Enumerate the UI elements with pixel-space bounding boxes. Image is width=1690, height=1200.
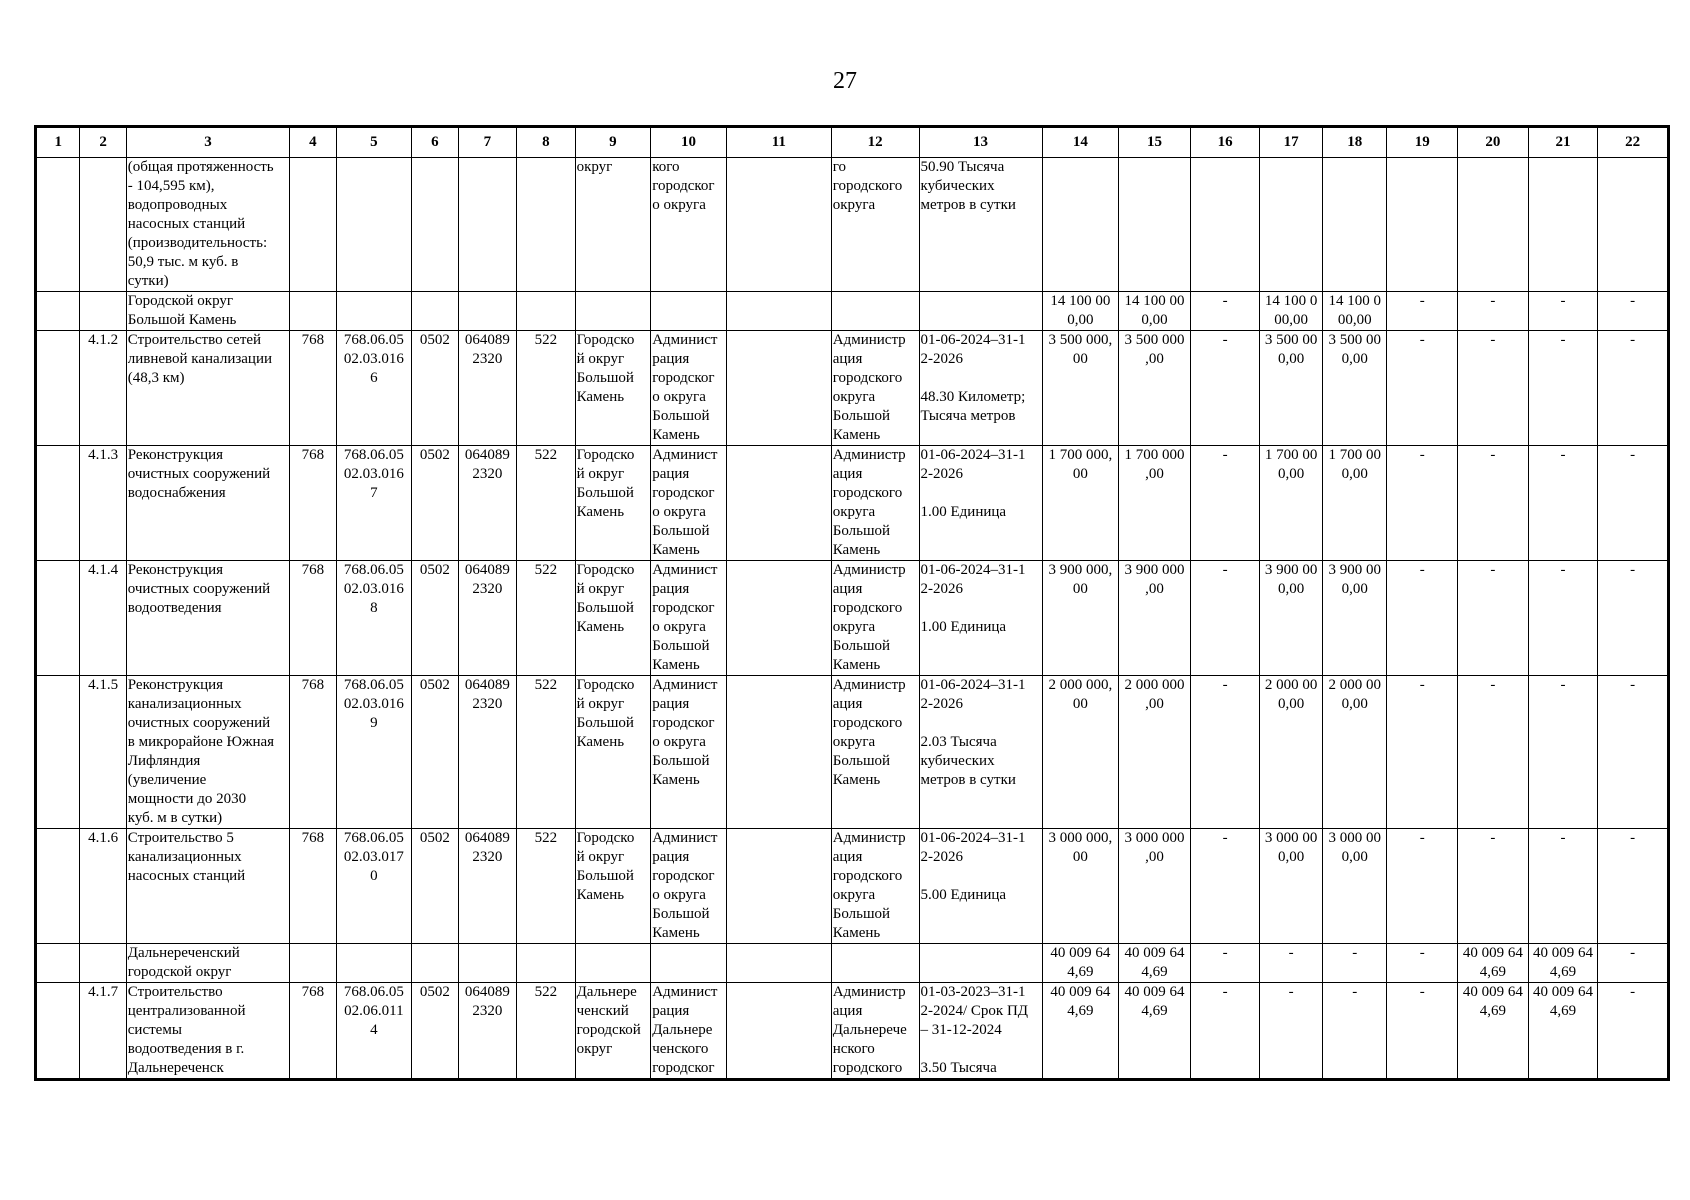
table-cell	[458, 944, 517, 983]
table-cell: 4.1.6	[80, 829, 126, 944]
table-cell: 01-06-2024–31-1 2-2026 1.00 Единица	[919, 561, 1042, 676]
table-cell: 01-03-2023–31-1 2-2024/ Срок ПД – 31-12-2024 3.50 Тысяча	[919, 983, 1042, 1080]
column-header: 9	[575, 127, 651, 158]
table-cell	[1387, 158, 1458, 292]
table-cell: -	[1190, 944, 1260, 983]
table-cell	[1528, 158, 1598, 292]
table-cell: 14 100 00 0,00	[1042, 292, 1119, 331]
table-cell: Городско й округ Большой Камень	[575, 561, 651, 676]
table-cell	[336, 292, 412, 331]
table-cell: 522	[517, 983, 576, 1080]
table-cell: 14 100 0 00,00	[1260, 292, 1323, 331]
data-table	[34, 125, 1670, 1081]
table-cell: 1 700 00 0,00	[1260, 446, 1323, 561]
table-cell: 14 100 00 0,00	[1119, 292, 1191, 331]
table-cell: 0502	[412, 676, 458, 829]
table-cell: 40 009 64 4,69	[1119, 944, 1191, 983]
column-header: 4	[290, 127, 336, 158]
table-cell	[36, 983, 80, 1080]
table-cell: -	[1387, 983, 1458, 1080]
table-cell: -	[1528, 292, 1598, 331]
table-cell: 3 900 000 ,00	[1119, 561, 1191, 676]
table-cell: -	[1458, 331, 1529, 446]
table-cell: Строительство сетей ливневой канализации (48,3 км)	[126, 331, 289, 446]
table-cell	[458, 292, 517, 331]
table-cell	[919, 944, 1042, 983]
table-cell: -	[1458, 829, 1529, 944]
table-cell: го городского округа	[831, 158, 919, 292]
table-cell: 3 000 00 0,00	[1260, 829, 1323, 944]
table-cell: 3 500 00 0,00	[1260, 331, 1323, 446]
table-row	[36, 446, 1669, 561]
table-cell	[726, 331, 831, 446]
table-cell: -	[1598, 446, 1669, 561]
table-cell: Админист рация городског о округа Большой Камень	[651, 561, 727, 676]
table-row	[36, 983, 1669, 1080]
table-cell: 522	[517, 446, 576, 561]
table-cell: 40 009 64 4,69	[1119, 983, 1191, 1080]
table-cell: -	[1528, 829, 1598, 944]
table-cell: 2 000 00 0,00	[1260, 676, 1323, 829]
column-header: 12	[831, 127, 919, 158]
table-cell: 522	[517, 561, 576, 676]
table-cell	[1322, 158, 1387, 292]
table-cell: 064089 2320	[458, 331, 517, 446]
table-cell: 4.1.5	[80, 676, 126, 829]
table-cell: -	[1387, 944, 1458, 983]
table-cell: 0502	[412, 829, 458, 944]
table-cell	[80, 292, 126, 331]
table-cell: -	[1458, 676, 1529, 829]
table-cell: Реконструкция канализационных очистных сооружений в микрорайоне Южная Лифляндия (увеличение мощности до 2030 куб. м в сутки)	[126, 676, 289, 829]
table-cell: Администр ация Дальнерече нского городского	[831, 983, 919, 1080]
table-cell	[831, 944, 919, 983]
table-cell: 522	[517, 829, 576, 944]
table-cell: 01-06-2024–31-1 2-2026 48.30 Километр; Тысяча метров	[919, 331, 1042, 446]
table-cell: (общая протяженность - 104,595 км), водопроводных насосных станций (производительность: 50,9 тыс. м куб. в сутки)	[126, 158, 289, 292]
table-cell: -	[1598, 331, 1669, 446]
table-cell	[575, 292, 651, 331]
table-cell: Администр ация городского округа Большой Камень	[831, 561, 919, 676]
table-cell: 064089 2320	[458, 829, 517, 944]
table-cell	[517, 292, 576, 331]
table-cell: 3 000 00 0,00	[1322, 829, 1387, 944]
table-cell: 768.06.05 02.03.016 6	[336, 331, 412, 446]
column-header: 5	[336, 127, 412, 158]
table-cell	[412, 944, 458, 983]
table-row	[36, 292, 1669, 331]
table-cell	[36, 829, 80, 944]
table-cell: Реконструкция очистных сооружений водоотведения	[126, 561, 289, 676]
table-cell: 4.1.4	[80, 561, 126, 676]
table-cell: -	[1260, 944, 1323, 983]
column-header: 10	[651, 127, 727, 158]
table-cell	[36, 331, 80, 446]
table-cell	[726, 446, 831, 561]
table-cell: 4.1.2	[80, 331, 126, 446]
column-header: 2	[80, 127, 126, 158]
table-cell: 768	[290, 829, 336, 944]
table-row	[36, 676, 1669, 829]
table-cell: Строительство 5 канализационных насосных станций	[126, 829, 289, 944]
table-cell: 768.06.05 02.03.017 0	[336, 829, 412, 944]
table-cell: -	[1458, 446, 1529, 561]
table-cell: 768	[290, 983, 336, 1080]
table-cell	[336, 158, 412, 292]
header-row	[36, 127, 1669, 158]
table-cell: 0502	[412, 331, 458, 446]
table-cell: 40 009 64 4,69	[1458, 944, 1529, 983]
table-cell: -	[1528, 331, 1598, 446]
table-cell: -	[1598, 983, 1669, 1080]
column-header: 22	[1598, 127, 1669, 158]
table-cell: -	[1190, 331, 1260, 446]
table-row	[36, 829, 1669, 944]
table-cell: 522	[517, 676, 576, 829]
column-header: 21	[1528, 127, 1598, 158]
table-cell: Админист рация Дальнере ченского городског	[651, 983, 727, 1080]
table-cell	[80, 158, 126, 292]
table-cell	[290, 292, 336, 331]
table-cell: 0502	[412, 983, 458, 1080]
table-cell: 40 009 64 4,69	[1458, 983, 1529, 1080]
table-cell: 0502	[412, 446, 458, 561]
table-cell: Админист рация городског о округа Большой Камень	[651, 331, 727, 446]
table-cell: 50.90 Тысяча кубических метров в сутки	[919, 158, 1042, 292]
table-cell: 40 009 64 4,69	[1528, 983, 1598, 1080]
table-cell: -	[1598, 676, 1669, 829]
table-cell: -	[1387, 446, 1458, 561]
table-cell: 3 000 000, 00	[1042, 829, 1119, 944]
table-cell: Городско й округ Большой Камень	[575, 446, 651, 561]
table-cell	[1042, 158, 1119, 292]
table-cell: 40 009 64 4,69	[1042, 944, 1119, 983]
table-cell: -	[1190, 676, 1260, 829]
table-cell: 4.1.3	[80, 446, 126, 561]
table-cell: -	[1458, 292, 1529, 331]
table-cell	[1458, 158, 1529, 292]
table-cell	[36, 158, 80, 292]
table-cell: 064089 2320	[458, 446, 517, 561]
column-header: 18	[1322, 127, 1387, 158]
table-cell: -	[1528, 561, 1598, 676]
column-header: 19	[1387, 127, 1458, 158]
table-cell: -	[1260, 983, 1323, 1080]
table-cell	[651, 292, 727, 331]
table-cell	[726, 292, 831, 331]
table-cell: 3 500 000 ,00	[1119, 331, 1191, 446]
table-cell	[726, 676, 831, 829]
table-cell: -	[1190, 561, 1260, 676]
table-cell	[726, 158, 831, 292]
table-row	[36, 158, 1669, 292]
table-cell: 40 009 64 4,69	[1528, 944, 1598, 983]
table-cell: 522	[517, 331, 576, 446]
table-cell: 064089 2320	[458, 561, 517, 676]
table-cell: -	[1387, 561, 1458, 676]
column-header: 6	[412, 127, 458, 158]
table-cell: 01-06-2024–31-1 2-2026 5.00 Единица	[919, 829, 1042, 944]
table-cell: -	[1322, 983, 1387, 1080]
table-cell	[36, 676, 80, 829]
table-cell: 3 900 000, 00	[1042, 561, 1119, 676]
table-cell: 064089 2320	[458, 983, 517, 1080]
table-cell: Админист рация городског о округа Большой Камень	[651, 446, 727, 561]
table-cell	[290, 944, 336, 983]
table-cell: 768.06.05 02.06.011 4	[336, 983, 412, 1080]
table-cell	[517, 158, 576, 292]
table-cell: -	[1190, 446, 1260, 561]
table-cell: -	[1598, 561, 1669, 676]
table-cell: 01-06-2024–31-1 2-2026 2.03 Тысяча кубических метров в сутки	[919, 676, 1042, 829]
table-cell: 2 000 000 ,00	[1119, 676, 1191, 829]
table-cell: Дальнереченский городской округ	[126, 944, 289, 983]
table-cell: 768	[290, 446, 336, 561]
table-cell: Администр ация городского округа Большой Камень	[831, 829, 919, 944]
table-cell: Дальнере ченский городской округ	[575, 983, 651, 1080]
column-header: 11	[726, 127, 831, 158]
table-cell: 14 100 0 00,00	[1322, 292, 1387, 331]
table-row	[36, 561, 1669, 676]
column-header: 1	[36, 127, 80, 158]
table-cell: Городско й округ Большой Камень	[575, 829, 651, 944]
table-cell	[36, 561, 80, 676]
table-cell	[1260, 158, 1323, 292]
table-cell: 4.1.7	[80, 983, 126, 1080]
table-cell	[36, 292, 80, 331]
table-cell: 3 900 00 0,00	[1260, 561, 1323, 676]
table-cell: 768	[290, 561, 336, 676]
table-cell: Городской округ Большой Камень	[126, 292, 289, 331]
table-cell	[1119, 158, 1191, 292]
table-cell: 768.06.05 02.03.016 8	[336, 561, 412, 676]
table-cell	[726, 983, 831, 1080]
table-cell: Реконструкция очистных сооружений водоснабжения	[126, 446, 289, 561]
table-cell	[412, 158, 458, 292]
table-cell	[1190, 158, 1260, 292]
table-cell: 3 500 00 0,00	[1322, 331, 1387, 446]
table-cell	[80, 944, 126, 983]
table-cell: -	[1528, 676, 1598, 829]
table-cell: -	[1387, 331, 1458, 446]
table-cell: -	[1458, 561, 1529, 676]
column-header: 17	[1260, 127, 1323, 158]
table-cell: Админист рация городског о округа Большой Камень	[651, 829, 727, 944]
table-cell	[36, 944, 80, 983]
table-cell: -	[1387, 676, 1458, 829]
table-cell: -	[1598, 829, 1669, 944]
table-cell: 1 700 000, 00	[1042, 446, 1119, 561]
table-cell: 1 700 000 ,00	[1119, 446, 1191, 561]
column-header: 3	[126, 127, 289, 158]
table-cell	[726, 829, 831, 944]
table-cell: 064089 2320	[458, 676, 517, 829]
table-cell: 01-06-2024–31-1 2-2026 1.00 Единица	[919, 446, 1042, 561]
table-cell	[458, 158, 517, 292]
table-cell	[726, 944, 831, 983]
table-cell: -	[1190, 983, 1260, 1080]
column-header: 15	[1119, 127, 1191, 158]
table-cell	[919, 292, 1042, 331]
table-cell: 3 900 00 0,00	[1322, 561, 1387, 676]
table-cell: -	[1598, 292, 1669, 331]
table-cell: 768.06.05 02.03.016 7	[336, 446, 412, 561]
column-header: 14	[1042, 127, 1119, 158]
table-cell	[575, 944, 651, 983]
table-cell	[336, 944, 412, 983]
table-cell	[1598, 158, 1669, 292]
table-cell: 0502	[412, 561, 458, 676]
table-cell: Админист рация городског о округа Большой Камень	[651, 676, 727, 829]
table-cell: -	[1190, 292, 1260, 331]
table-cell: 768.06.05 02.03.016 9	[336, 676, 412, 829]
table-cell	[651, 944, 727, 983]
table-cell: 3 500 000, 00	[1042, 331, 1119, 446]
table-cell: -	[1387, 292, 1458, 331]
table-cell: -	[1322, 944, 1387, 983]
table-cell: -	[1190, 829, 1260, 944]
table-cell: 2 000 000, 00	[1042, 676, 1119, 829]
table-cell: 1 700 00 0,00	[1322, 446, 1387, 561]
column-header: 8	[517, 127, 576, 158]
table-cell	[412, 292, 458, 331]
table-cell: Городско й округ Большой Камень	[575, 676, 651, 829]
table-cell	[831, 292, 919, 331]
column-header: 13	[919, 127, 1042, 158]
column-header: 7	[458, 127, 517, 158]
table-cell: -	[1528, 446, 1598, 561]
table-row	[36, 331, 1669, 446]
table-cell	[517, 944, 576, 983]
table-cell: 768	[290, 331, 336, 446]
column-header: 16	[1190, 127, 1260, 158]
table-cell: -	[1387, 829, 1458, 944]
table-cell: 40 009 64 4,69	[1042, 983, 1119, 1080]
table-cell: 768	[290, 676, 336, 829]
table-row	[36, 944, 1669, 983]
table-cell: 2 000 00 0,00	[1322, 676, 1387, 829]
table-cell: Администр ация городского округа Большой Камень	[831, 446, 919, 561]
table-cell: Администр ация городского округа Большой Камень	[831, 676, 919, 829]
table-cell: Городско й округ Большой Камень	[575, 331, 651, 446]
table-cell	[726, 561, 831, 676]
table-cell: 3 000 000 ,00	[1119, 829, 1191, 944]
column-header: 20	[1458, 127, 1529, 158]
table-cell: кого городског о округа	[651, 158, 727, 292]
table-cell: округ	[575, 158, 651, 292]
page-number: 27	[833, 68, 857, 94]
table-cell: Администр ация городского округа Большой Камень	[831, 331, 919, 446]
table-cell	[290, 158, 336, 292]
table-cell: -	[1598, 944, 1669, 983]
table-cell: Строительство централизованной системы водоотведения в г. Дальнереченск	[126, 983, 289, 1080]
table-cell	[36, 446, 80, 561]
